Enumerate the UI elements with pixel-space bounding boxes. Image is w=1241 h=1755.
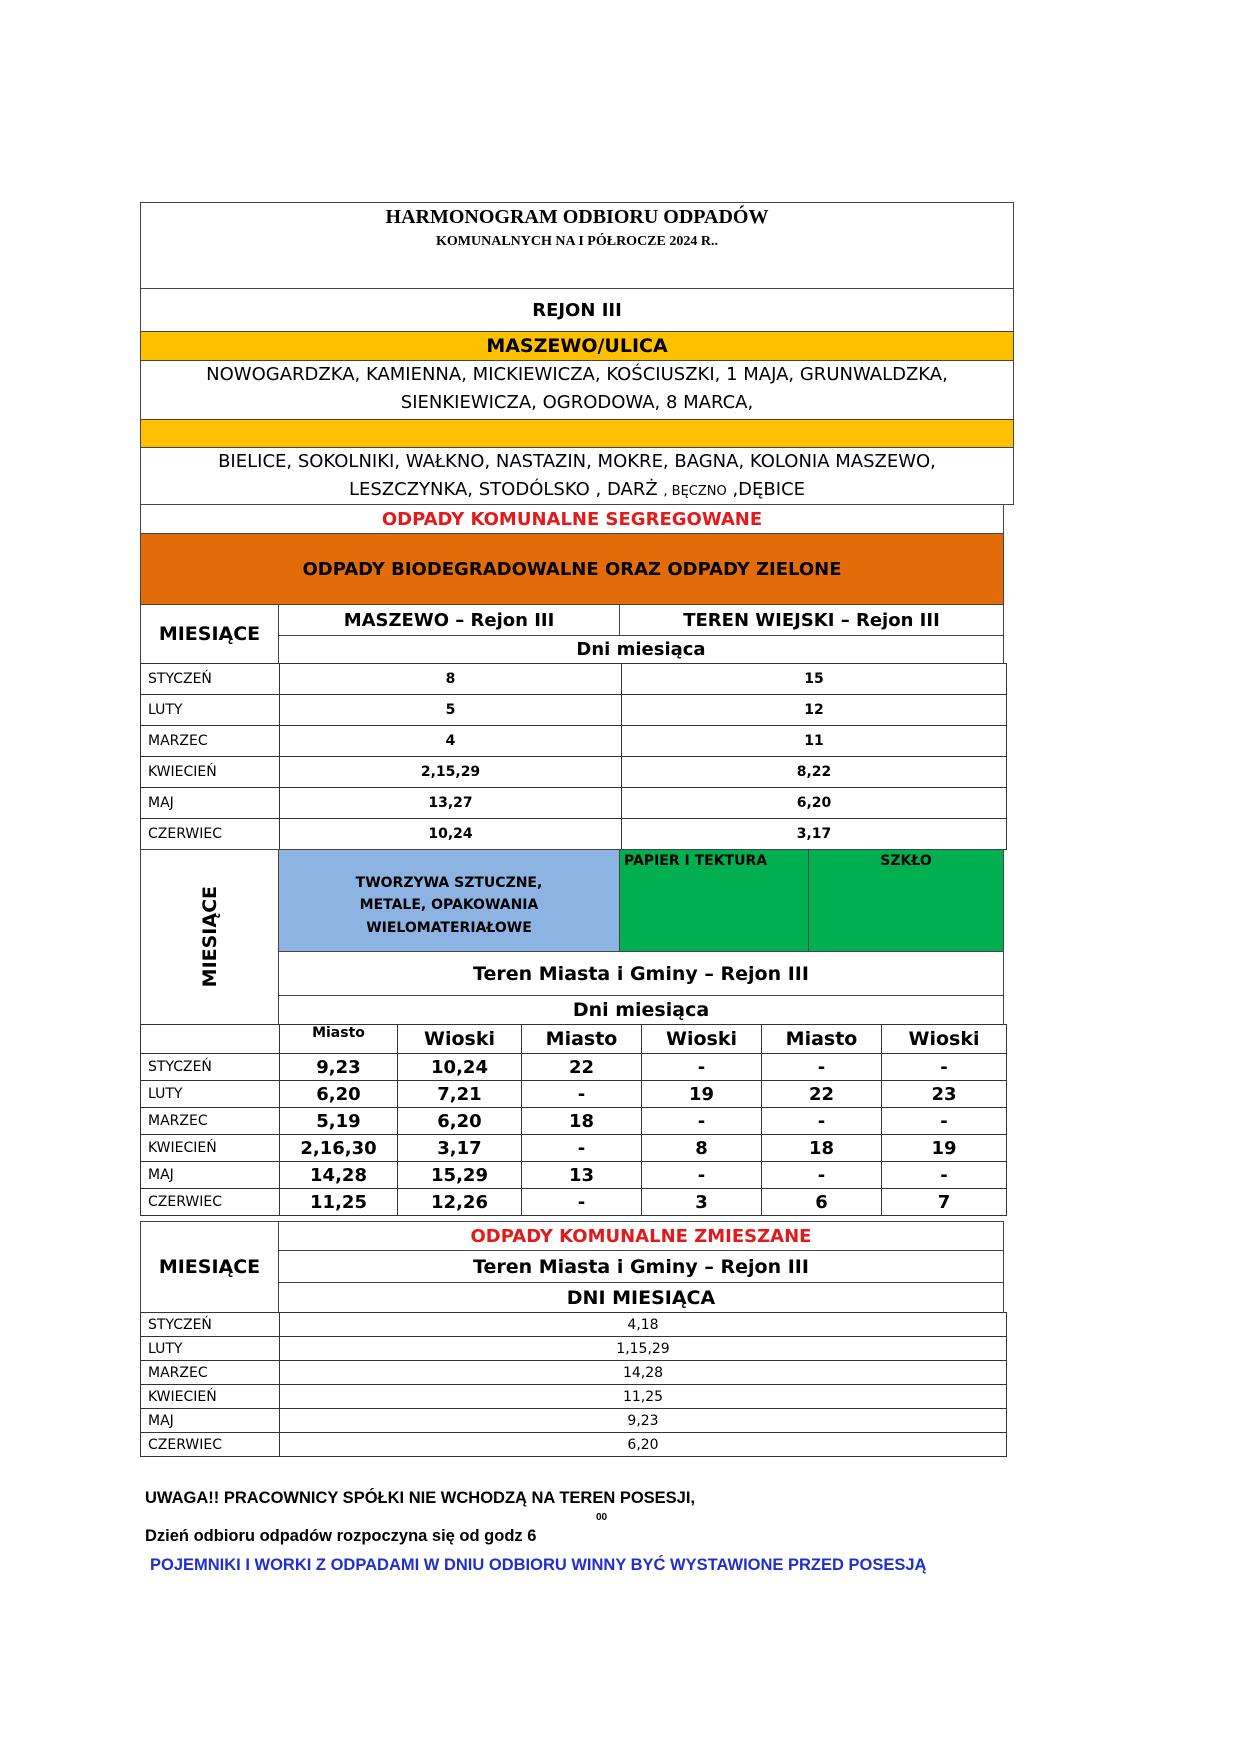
- maszewo-cell: 8: [280, 664, 622, 695]
- mixed-months-label: MIESIĄCE: [140, 1221, 279, 1313]
- maszewo-cell: 10,24: [280, 819, 622, 850]
- value-cell: 22: [762, 1081, 882, 1108]
- value-cell: 14,28: [280, 1162, 398, 1189]
- bio-heading: ODPADY BIODEGRADOWALNE ORAZ ODPADY ZIELONE: [140, 533, 1004, 605]
- subheader-wioski: Wioski: [642, 1025, 762, 1054]
- subheader-wioski: Wioski: [398, 1025, 522, 1054]
- recycle-days-label: Dni miesiąca: [278, 995, 1004, 1025]
- table-row: [141, 1385, 1007, 1409]
- table-row: [141, 1081, 1007, 1108]
- plastic-line-1: TWORZYWA SZTUCZNE,: [355, 874, 543, 891]
- month-cell: LUTY: [141, 1337, 280, 1361]
- month-cell: KWIECIEŃ: [141, 1385, 280, 1409]
- recycle-months-cell: [140, 849, 279, 1025]
- streets-line-2: SIENKIEWICZA, OGRODOWA, 8 MARCA,: [400, 392, 754, 413]
- maszewo-cell: 2,15,29: [280, 757, 622, 788]
- wiejski-cell: 15: [622, 664, 1007, 695]
- table-row: [141, 1162, 1007, 1189]
- value-cell: -: [642, 1108, 762, 1135]
- bio-months-label: MIESIĄCE: [140, 604, 279, 664]
- table-row: [141, 1189, 1007, 1216]
- wiejski-cell: 6,20: [622, 788, 1007, 819]
- subheader-miasto: Miasto: [280, 1025, 398, 1054]
- containers-note: POJEMNIKI I WORKI Z ODPADAMI W DNIU ODBIORU WINNY BYĆ WYSTAWIONE PRZED POSESJĄ: [150, 1556, 927, 1574]
- villages-list: [140, 447, 1014, 505]
- table-row: [141, 757, 1007, 788]
- value-cell: 19: [642, 1081, 762, 1108]
- month-cell: CZERWIEC: [141, 1189, 280, 1216]
- villages-line-2b: , BĘCZNO: [663, 484, 727, 499]
- maszewo-cell: 5: [280, 695, 622, 726]
- plastic-line-3: WIELOMATERIAŁOWE: [366, 919, 532, 936]
- days-cell: 9,23: [280, 1409, 1007, 1433]
- value-cell: 18: [762, 1135, 882, 1162]
- wiejski-cell: 12: [622, 695, 1007, 726]
- table-row: [141, 1409, 1007, 1433]
- value-cell: 7,21: [398, 1081, 522, 1108]
- recycle-area-label: Teren Miasta i Gminy – Rejon III: [278, 951, 1004, 996]
- recycle-table: [140, 1024, 1007, 1216]
- month-cell: MARZEC: [141, 726, 280, 757]
- value-cell: 11,25: [280, 1189, 398, 1216]
- subheader-row: [141, 1025, 1007, 1054]
- value-cell: 15,29: [398, 1162, 522, 1189]
- value-cell: 19: [882, 1135, 1007, 1162]
- bio-days-label: Dni miesiąca: [278, 635, 1004, 664]
- plastic-line-2: METALE, OPAKOWANIA: [359, 897, 539, 914]
- month-cell: MAJ: [141, 1409, 280, 1433]
- month-cell: STYCZEŃ: [141, 1313, 280, 1337]
- document-title: HARMONOGRAM ODBIORU ODPADÓW: [385, 206, 769, 228]
- streets-line-1: NOWOGARDZKA, KAMIENNA, MICKIEWICZA, KOŚCIUSZKI, 1 MAJA, GRUNWALDZKA,: [206, 364, 948, 385]
- bio-col-maszewo: MASZEWO – Rejon III: [278, 604, 620, 636]
- value-cell: -: [882, 1108, 1007, 1135]
- month-cell: STYCZEŃ: [141, 1054, 280, 1081]
- value-cell: 3: [642, 1189, 762, 1216]
- days-cell: 1,15,29: [280, 1337, 1007, 1361]
- value-cell: 2,16,30: [280, 1135, 398, 1162]
- table-row: [141, 726, 1007, 757]
- value-cell: -: [642, 1162, 762, 1189]
- value-cell: -: [762, 1162, 882, 1189]
- mixed-heading: ODPADY KOMUNALNE ZMIESZANE: [278, 1221, 1004, 1251]
- wiejski-cell: 8,22: [622, 757, 1007, 788]
- month-cell: STYCZEŃ: [141, 664, 280, 695]
- paper-label: PAPIER I TEKTURA: [624, 853, 768, 869]
- month-cell: MARZEC: [141, 1108, 280, 1135]
- villages-line-2c: ,DĘBICE: [726, 479, 806, 500]
- plastic-metal-header: [278, 849, 620, 952]
- value-cell: 22: [522, 1054, 642, 1081]
- segregated-heading: ODPADY KOMUNALNE SEGREGOWANE: [140, 504, 1004, 534]
- value-cell: 6,20: [398, 1108, 522, 1135]
- streets-list: [140, 360, 1014, 420]
- value-cell: -: [882, 1162, 1007, 1189]
- value-cell: 23: [882, 1081, 1007, 1108]
- days-cell: 4,18: [280, 1313, 1007, 1337]
- bio-table: [140, 663, 1007, 850]
- table-row: [141, 1135, 1007, 1162]
- villages-line-2: [141, 479, 1013, 500]
- glass-header: [808, 849, 1004, 952]
- subheader-miasto: Miasto: [522, 1025, 642, 1054]
- value-cell: -: [522, 1081, 642, 1108]
- value-cell: -: [882, 1054, 1007, 1081]
- table-row: [141, 1337, 1007, 1361]
- value-cell: 6: [762, 1189, 882, 1216]
- table-row: [141, 1108, 1007, 1135]
- value-cell: -: [642, 1054, 762, 1081]
- value-cell: -: [762, 1108, 882, 1135]
- paper-header: [619, 849, 809, 952]
- value-cell: -: [522, 1189, 642, 1216]
- days-cell: 11,25: [280, 1385, 1007, 1409]
- table-row: [141, 1054, 1007, 1081]
- wiejski-cell: 11: [622, 726, 1007, 757]
- time-superscript: 00: [596, 1512, 608, 1523]
- value-cell: 5,19: [280, 1108, 398, 1135]
- value-cell: 12,26: [398, 1189, 522, 1216]
- month-cell: CZERWIEC: [141, 819, 280, 850]
- value-cell: -: [762, 1054, 882, 1081]
- glass-label: SZKŁO: [880, 853, 932, 869]
- value-cell: 9,23: [280, 1054, 398, 1081]
- villages-line-1: BIELICE, SOKOLNIKI, WAŁKNO, NASTAZIN, MOKRE, BAGNA, KOLONIA MASZEWO,: [218, 451, 936, 472]
- month-cell: KWIECIEŃ: [141, 1135, 280, 1162]
- month-cell: MAJ: [141, 788, 280, 819]
- table-row: [141, 788, 1007, 819]
- table-row: [141, 1433, 1007, 1457]
- start-time-note: Dzień odbioru odpadów rozpoczyna się od godz 6: [145, 1527, 537, 1545]
- value-cell: -: [522, 1135, 642, 1162]
- mixed-days-label: DNI MIESIĄCA: [278, 1282, 1004, 1313]
- title-box: [140, 202, 1014, 289]
- value-cell: 13: [522, 1162, 642, 1189]
- days-cell: 6,20: [280, 1433, 1007, 1457]
- value-cell: 8: [642, 1135, 762, 1162]
- maszewo-heading: MASZEWO/ULICA: [140, 331, 1014, 361]
- region-label: REJON III: [140, 288, 1014, 332]
- empty-corner-cell: [141, 1025, 280, 1054]
- maszewo-cell: 4: [280, 726, 622, 757]
- days-cell: 14,28: [280, 1361, 1007, 1385]
- value-cell: 7: [882, 1189, 1007, 1216]
- value-cell: 3,17: [398, 1135, 522, 1162]
- yellow-separator: [140, 419, 1014, 448]
- recycle-months-label: MIESIĄCE: [198, 886, 221, 988]
- document-subtitle: KOMUNALNYCH NA I PÓŁROCZE 2024 R..: [436, 234, 718, 249]
- maszewo-cell: 13,27: [280, 788, 622, 819]
- bio-col-wiejski: TEREN WIEJSKI – Rejon III: [619, 604, 1004, 636]
- wiejski-cell: 3,17: [622, 819, 1007, 850]
- value-cell: 10,24: [398, 1054, 522, 1081]
- month-cell: KWIECIEŃ: [141, 757, 280, 788]
- mixed-area-label: Teren Miasta i Gminy – Rejon III: [278, 1250, 1004, 1283]
- subheader-wioski: Wioski: [882, 1025, 1007, 1054]
- table-row: [141, 664, 1007, 695]
- month-cell: MAJ: [141, 1162, 280, 1189]
- warning-note: UWAGA!! PRACOWNICY SPÓŁKI NIE WCHODZĄ NA TEREN POSESJI,: [145, 1489, 696, 1507]
- month-cell: LUTY: [141, 695, 280, 726]
- villages-line-2a: LESZCZYNKA, STODÓLSKO , DARŻ: [348, 479, 664, 500]
- mixed-table: [140, 1312, 1007, 1457]
- value-cell: 18: [522, 1108, 642, 1135]
- month-cell: CZERWIEC: [141, 1433, 280, 1457]
- value-cell: 6,20: [280, 1081, 398, 1108]
- month-cell: MARZEC: [141, 1361, 280, 1385]
- table-row: [141, 1361, 1007, 1385]
- month-cell: LUTY: [141, 1081, 280, 1108]
- table-row: [141, 695, 1007, 726]
- table-row: [141, 1313, 1007, 1337]
- subheader-miasto: Miasto: [762, 1025, 882, 1054]
- table-row: [141, 819, 1007, 850]
